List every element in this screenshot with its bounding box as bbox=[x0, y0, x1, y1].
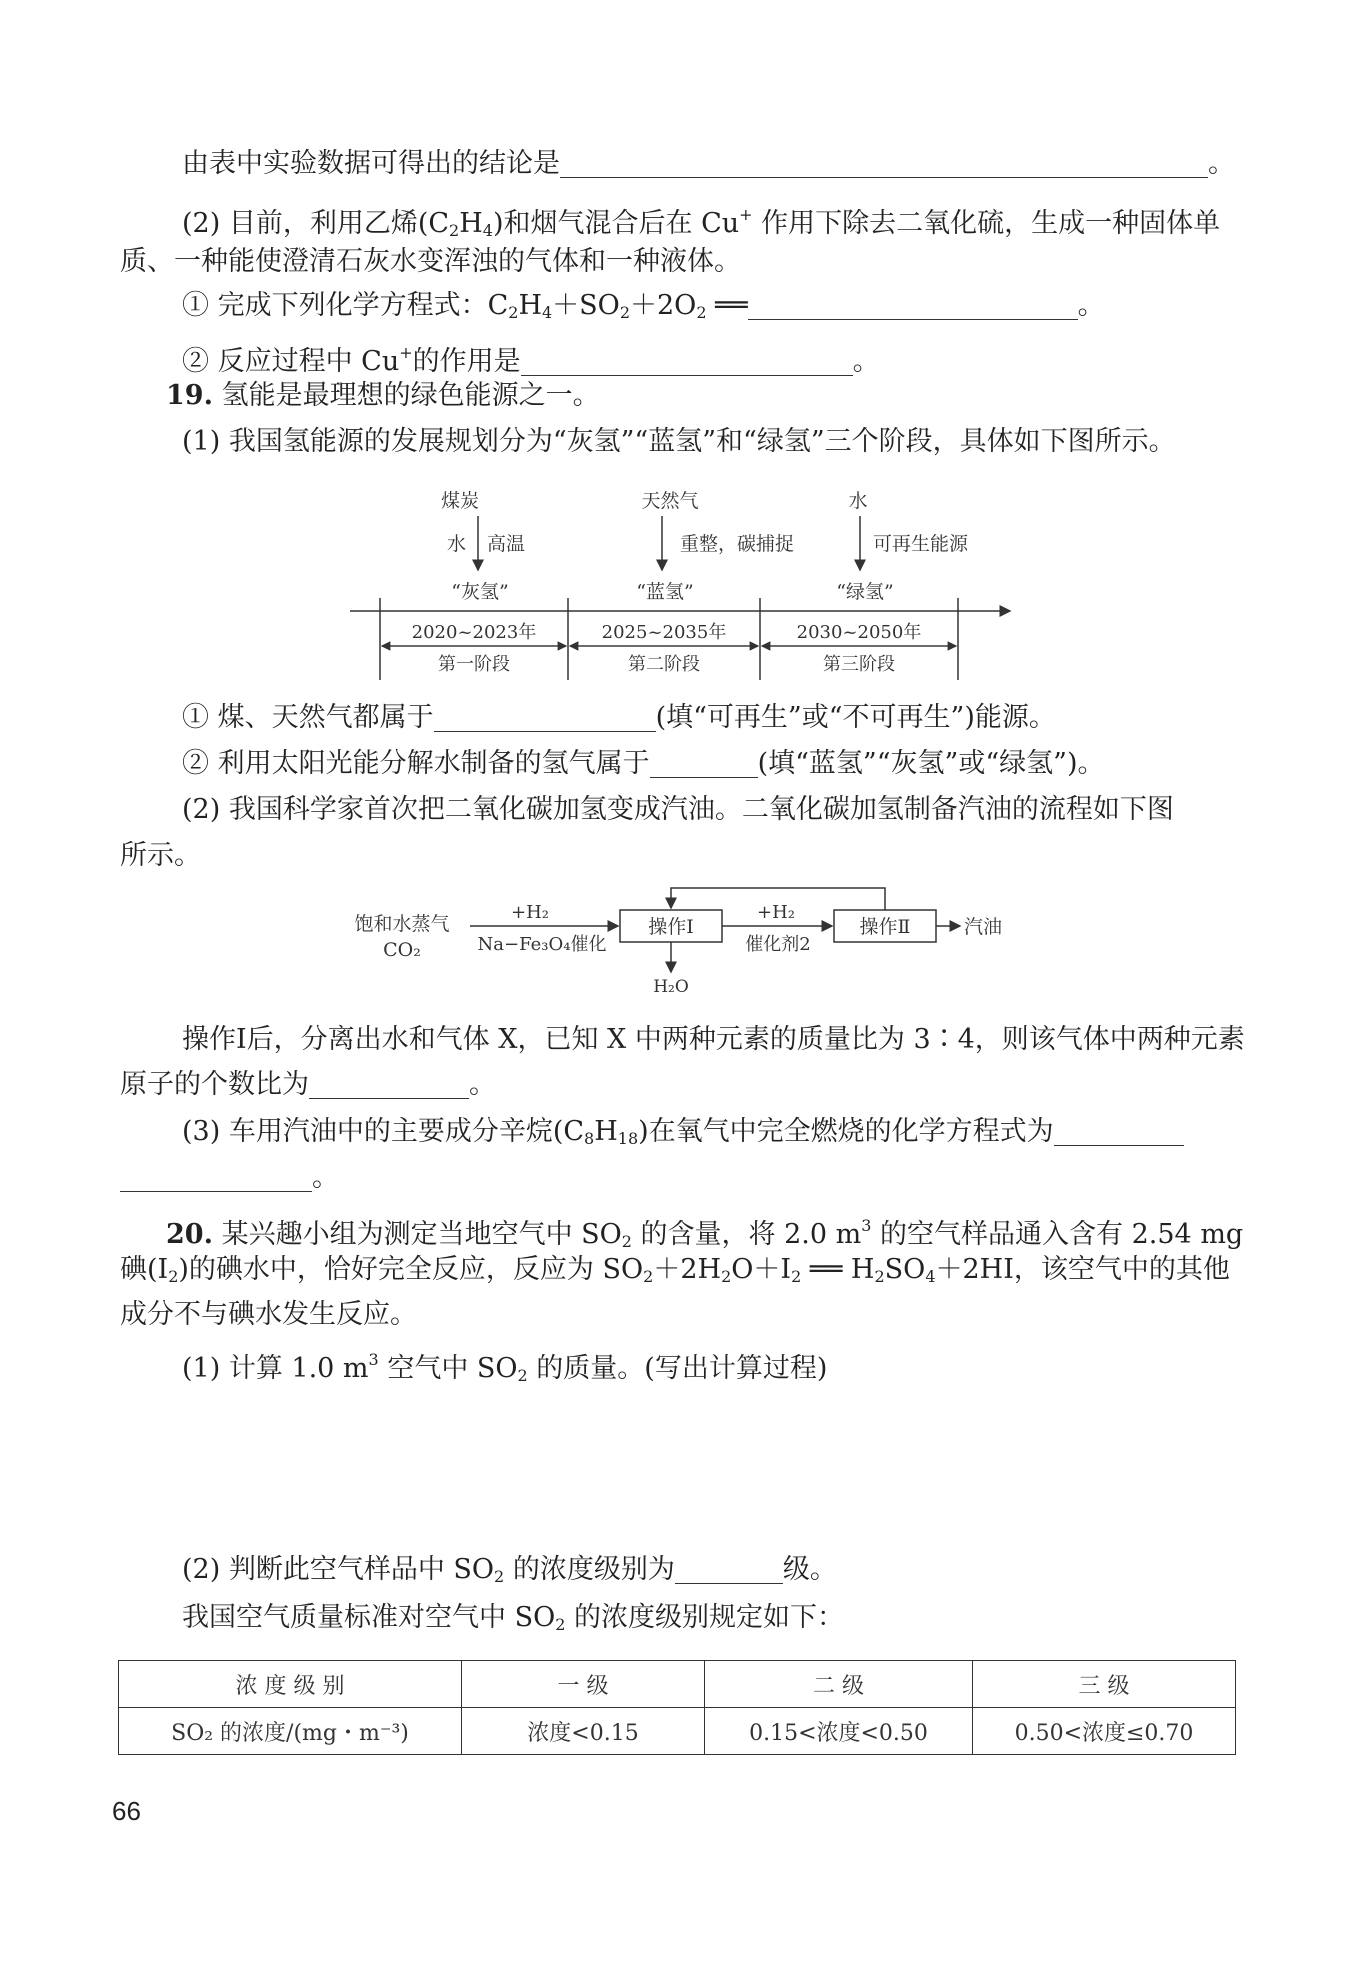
add-h2-2: +H₂ bbox=[757, 902, 795, 923]
answer-blank[interactable] bbox=[521, 345, 853, 376]
table-cell-grade-2: 0.15<浓度<0.50 bbox=[705, 1708, 973, 1755]
table-header-grade-2: 二 级 bbox=[705, 1661, 973, 1708]
period-2: 2025~2035年 bbox=[601, 622, 727, 643]
answer-blank[interactable] bbox=[1054, 1115, 1184, 1146]
question-19-2: (2) 我国科学家首次把二氧化碳加氢变成汽油。二氧化碳加氢制备汽油的流程如下图 bbox=[182, 794, 1174, 825]
question-18-2-2: ② 反应过程中 Cu+的作用是 。 bbox=[182, 343, 880, 377]
table-cell-grade-1: 浓度<0.15 bbox=[462, 1708, 705, 1755]
source-coal: 煤炭 bbox=[440, 490, 480, 512]
co2-gasoline-flow-diagram bbox=[340, 880, 1020, 1000]
line-conclusion: 由表中实验数据可得出的结论是 。 bbox=[182, 148, 1235, 179]
source-natural-gas: 天然气 bbox=[641, 490, 699, 512]
question-19-3-cont: 。 bbox=[120, 1158, 339, 1198]
green-hydrogen: “绿氢” bbox=[836, 581, 894, 603]
page-number: 66 bbox=[112, 1796, 141, 1826]
question-19-2-cont: 所示。 bbox=[120, 840, 201, 871]
question-20: 20. 某兴趣小组为测定当地空气中 $SO_2$ 的含量，将 2.0 $m^3$ 的空气样品通入含有 2.54 mg bbox=[166, 1216, 1244, 1251]
input-co2: CO₂ bbox=[383, 939, 421, 961]
operation-2: 操作Ⅱ bbox=[859, 916, 911, 938]
question-19: 19. 氢能是最理想的绿色能源之一。 bbox=[166, 380, 600, 411]
question-19-2-text: 操作Ⅰ后，分离出水和气体 X，已知 X 中两种元素的质量比为 3∶4，则该气体中两种元素 bbox=[182, 1024, 1245, 1055]
question-18-2-1: ① 完成下列化学方程式：$C_2H_4+SO_2+2O_2$ ══ 。 bbox=[182, 290, 1105, 322]
operation-1: 操作Ⅰ bbox=[648, 916, 694, 938]
table-header-grade-3: 三 级 bbox=[973, 1661, 1236, 1708]
question-20-2: (2) 判断此空气样品中 $SO_2$ 的浓度级别为 级。 bbox=[182, 1554, 837, 1586]
question-18-2-cont: 质、一种能使澄清石灰水变浑浊的气体和一种液体。 bbox=[120, 246, 741, 277]
answer-blank[interactable] bbox=[309, 1068, 469, 1099]
condition-water: 水 bbox=[446, 533, 466, 555]
table-cell-grade-3: 0.50<浓度≤0.70 bbox=[973, 1708, 1236, 1755]
question-19-1: (1) 我国氢能源的发展规划分为“灰氢”“蓝氢”和“绿氢”三个阶段，具体如下图所示。 bbox=[182, 426, 1176, 457]
catalyst-1: Na−Fe₃O₄催化 bbox=[477, 934, 607, 955]
table-row bbox=[119, 1661, 1236, 1708]
condition-renewable: 可再生能源 bbox=[873, 533, 969, 555]
stage-2: 第二阶段 bbox=[628, 654, 700, 675]
question-20-3: 我国空气质量标准对空气中 $SO_2$ 的浓度级别规定如下： bbox=[182, 1602, 844, 1634]
so2-concentration-table bbox=[118, 1660, 1236, 1755]
answer-blank[interactable] bbox=[675, 1553, 783, 1584]
table-header-grade-1: 一 级 bbox=[462, 1661, 705, 1708]
table-cell-label: SO₂ 的浓度/(mg・m⁻³) bbox=[119, 1708, 462, 1755]
answer-blank[interactable] bbox=[120, 1161, 312, 1192]
stage-3: 第三阶段 bbox=[823, 654, 895, 675]
condition-high-temp: 高温 bbox=[487, 533, 526, 555]
question-18-2: (2) 目前，利用乙烯$(C_2H_4)$和烟气混合后在 Cu+ 作用下除去二氧化硫，生成一种固体单 bbox=[182, 205, 1221, 240]
answer-blank[interactable] bbox=[650, 747, 758, 778]
blue-hydrogen: “蓝氢” bbox=[636, 581, 694, 603]
answer-blank[interactable] bbox=[748, 289, 1078, 320]
question-20-cont: 碘$(I_2)$的碘水中，恰好完全反应，反应为 $SO_2+2H_2O+I_2$ ══ $H_2SO_4+2HI$，该空气中的其他 bbox=[120, 1254, 1230, 1286]
answer-blank[interactable] bbox=[434, 701, 656, 732]
period-1: 2020~2023年 bbox=[411, 622, 537, 643]
question-19-3: (3) 车用汽油中的主要成分辛烷$(C_8H_{18})$在氧气中完全燃烧的化学方程式为 bbox=[182, 1112, 1184, 1159]
question-19-1-2: ② 利用太阳光能分解水制备的氢气属于 (填“蓝氢”“灰氢”或“绿氢”)。 bbox=[182, 748, 1105, 779]
question-19-2-text-cont: 原子的个数比为 。 bbox=[120, 1069, 496, 1100]
output-gasoline: 汽油 bbox=[964, 916, 1003, 938]
stage-1: 第一阶段 bbox=[438, 654, 510, 675]
source-water: 水 bbox=[848, 490, 868, 512]
question-19-1-1: ① 煤、天然气都属于 (填“可再生”或“不可再生”)能源。 bbox=[182, 702, 1056, 733]
table-header-level: 浓 度 级 别 bbox=[119, 1661, 462, 1708]
add-h2-1: +H₂ bbox=[511, 902, 549, 923]
input-steam: 饱和水蒸气 bbox=[354, 913, 450, 935]
hydrogen-timeline-diagram bbox=[340, 480, 1040, 680]
grey-hydrogen: “灰氢” bbox=[451, 581, 509, 603]
condition-reform: 重整，碳捕捉 bbox=[680, 533, 795, 555]
answer-blank[interactable] bbox=[560, 147, 1208, 178]
catalyst-2: 催化剂2 bbox=[745, 934, 811, 955]
question-20-cont-2: 成分不与碘水发生反应。 bbox=[120, 1299, 417, 1330]
output-water: H₂O bbox=[653, 977, 689, 997]
question-20-1: (1) 计算 1.0 $m^3$ 空气中 $SO_2$ 的质量。(写出计算过程) bbox=[182, 1350, 828, 1385]
period-3: 2030~2050年 bbox=[796, 622, 922, 643]
table-row bbox=[119, 1708, 1236, 1755]
